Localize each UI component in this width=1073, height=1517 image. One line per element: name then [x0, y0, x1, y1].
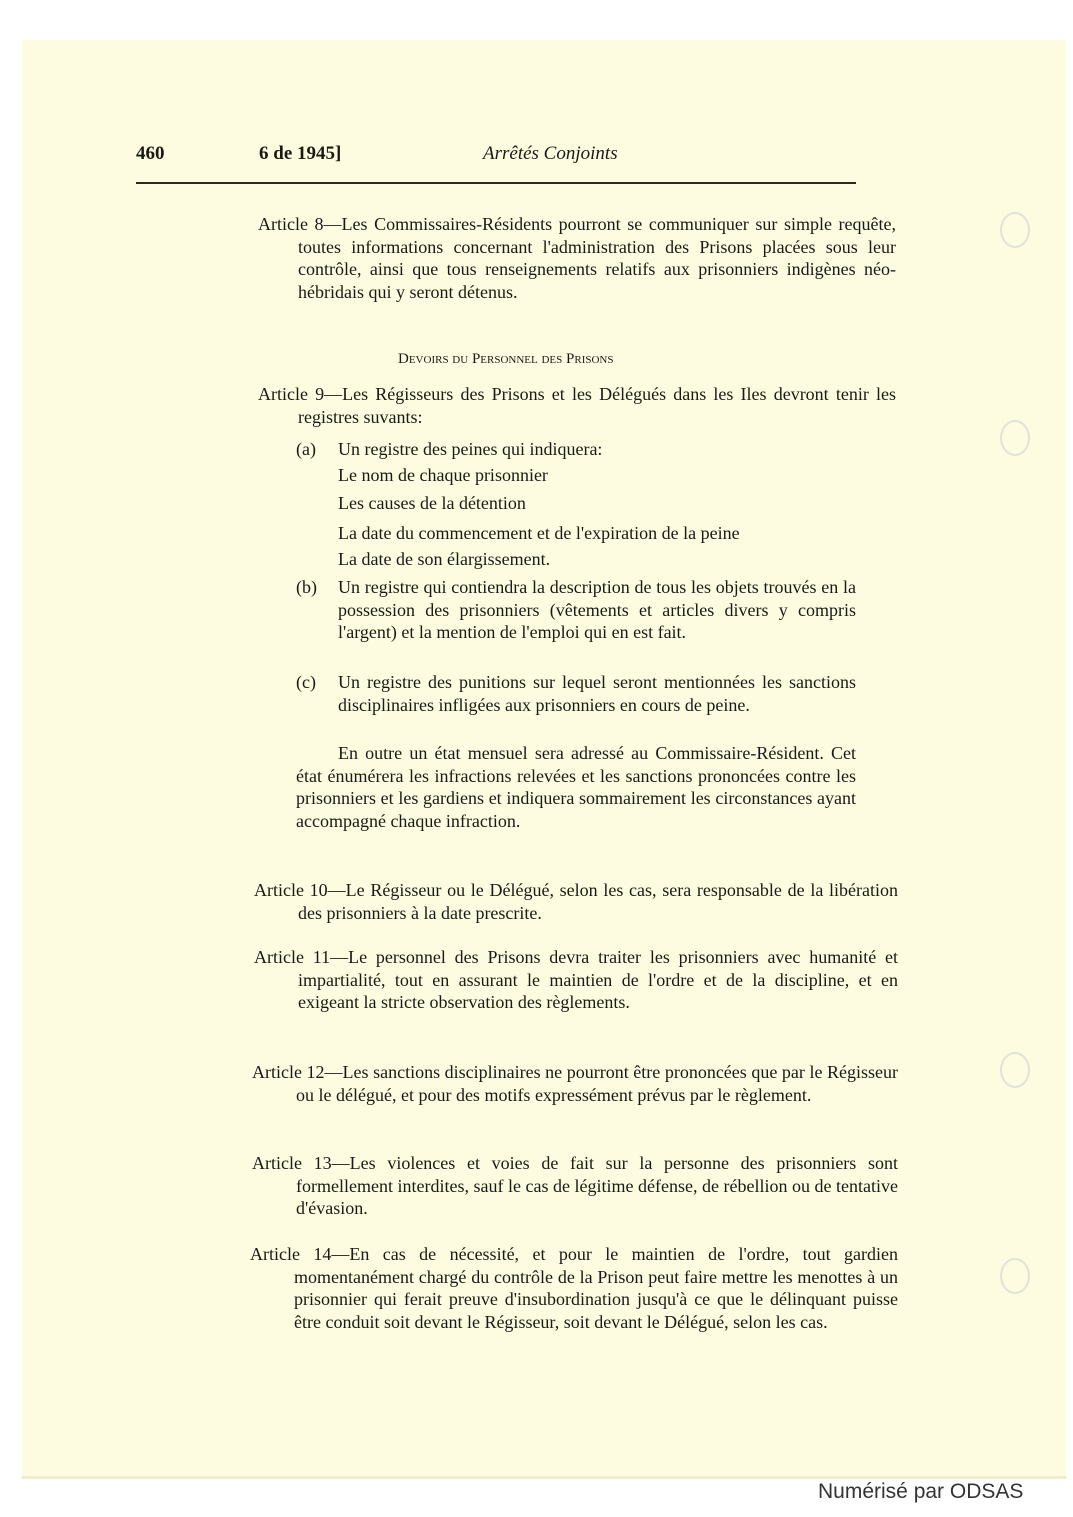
article-12: Article 12—Les sanctions disciplinaires ne pourront être prononcées que par le Régisseur ou le délégué, et pour des motifs expressément prévus par le règlement. — [252, 1062, 898, 1105]
running-title: Arrêtés Conjoints — [483, 143, 618, 164]
header-reference: 6 de 1945] — [259, 143, 342, 164]
item-c-text: Un registre des punitions sur lequel seront mentionnées les sanctions disciplinaires infligées aux prisonniers en cours de peine. — [338, 672, 856, 715]
binder-hole-1 — [1000, 212, 1030, 248]
article-9-item-a — [296, 438, 856, 461]
item-a-marker: (a) — [296, 439, 316, 459]
register-line-2: Les causes de la détention — [338, 493, 526, 513]
binder-hole-2 — [1000, 420, 1030, 456]
article-14: Article 14—En cas de nécessité, et pour le maintien de l'ordre, tout gardien momentanément chargé du contrôle de la Prison peut faire mettre les menottes à un prisonnier qui ferait preuve d'insubordination jusqu'à ce que le délinquant puisse être conduit soit devant le Régisseur, soit devant le Délégué, selon les cas. — [250, 1244, 898, 1332]
item-b-marker: (b) — [296, 577, 317, 597]
digitization-watermark: Numérisé par ODSAS — [818, 1480, 1024, 1503]
article-9-item-b — [296, 576, 856, 644]
register-line-1: Le nom de chaque prisonnier — [338, 465, 548, 485]
section-title: Devoirs du Personnel des Prisons — [398, 351, 614, 367]
page-number: 460 — [136, 143, 165, 164]
item-c-marker: (c) — [296, 672, 316, 692]
article-9-item-c — [296, 671, 856, 716]
binder-hole-3 — [1000, 1052, 1030, 1088]
article-13: Article 13—Les violences et voies de fait sur la personne des prisonniers sont formellement interdites, sauf le cas de légitime défense, de rébellion ou de tentative d'évasion. — [252, 1153, 898, 1218]
article-8: Article 8—Les Commissaires-Résidents pourront se communiquer sur simple requête, toutes informations concernant l'administration des Prisons placées sous leur contrôle, ainsi que tous renseignements relatifs aux prisonniers indigènes néo-hébridais qui y seront détenus. — [258, 214, 896, 302]
item-a-text: Un registre des peines qui indiquera: — [338, 439, 603, 459]
page-bottom-edge — [22, 1476, 1066, 1479]
article-11: Article 11—Le personnel des Prisons devra traiter les prisonniers avec humanité et impartialité, tout en assurant le maintien de l'ordre et de la discipline, et en exigeant la stricte observation des règlements. — [254, 947, 898, 1012]
item-b-text: Un registre qui contiendra la description de tous les objets trouvés en la possession des prisonniers (vêtements et articles divers y compris l'argent) et la mention de l'emploi qui en est fait. — [338, 577, 856, 642]
article-9-intro: Article 9—Les Régisseurs des Prisons et les Délégués dans les Iles devront tenir les registres suvants: — [258, 384, 896, 427]
binder-hole-4 — [1000, 1258, 1030, 1294]
header-rule — [136, 182, 856, 184]
article-10: Article 10—Le Régisseur ou le Délégué, selon les cas, sera responsable de la libération des prisonniers à la date prescrite. — [254, 880, 898, 923]
register-line-4: La date de son élargissement. — [338, 549, 551, 569]
article-9-closing: En outre un état mensuel sera adressé au Commissaire-Résident. Cet état énumérera les infractions relevées et les sanctions prononcées contre les prisonniers et les gardiens et indiquera sommairement les circonstances ayant accompagné chaque infraction. — [296, 743, 856, 831]
register-line-3: La date du commencement et de l'expiration de la peine — [338, 523, 740, 543]
